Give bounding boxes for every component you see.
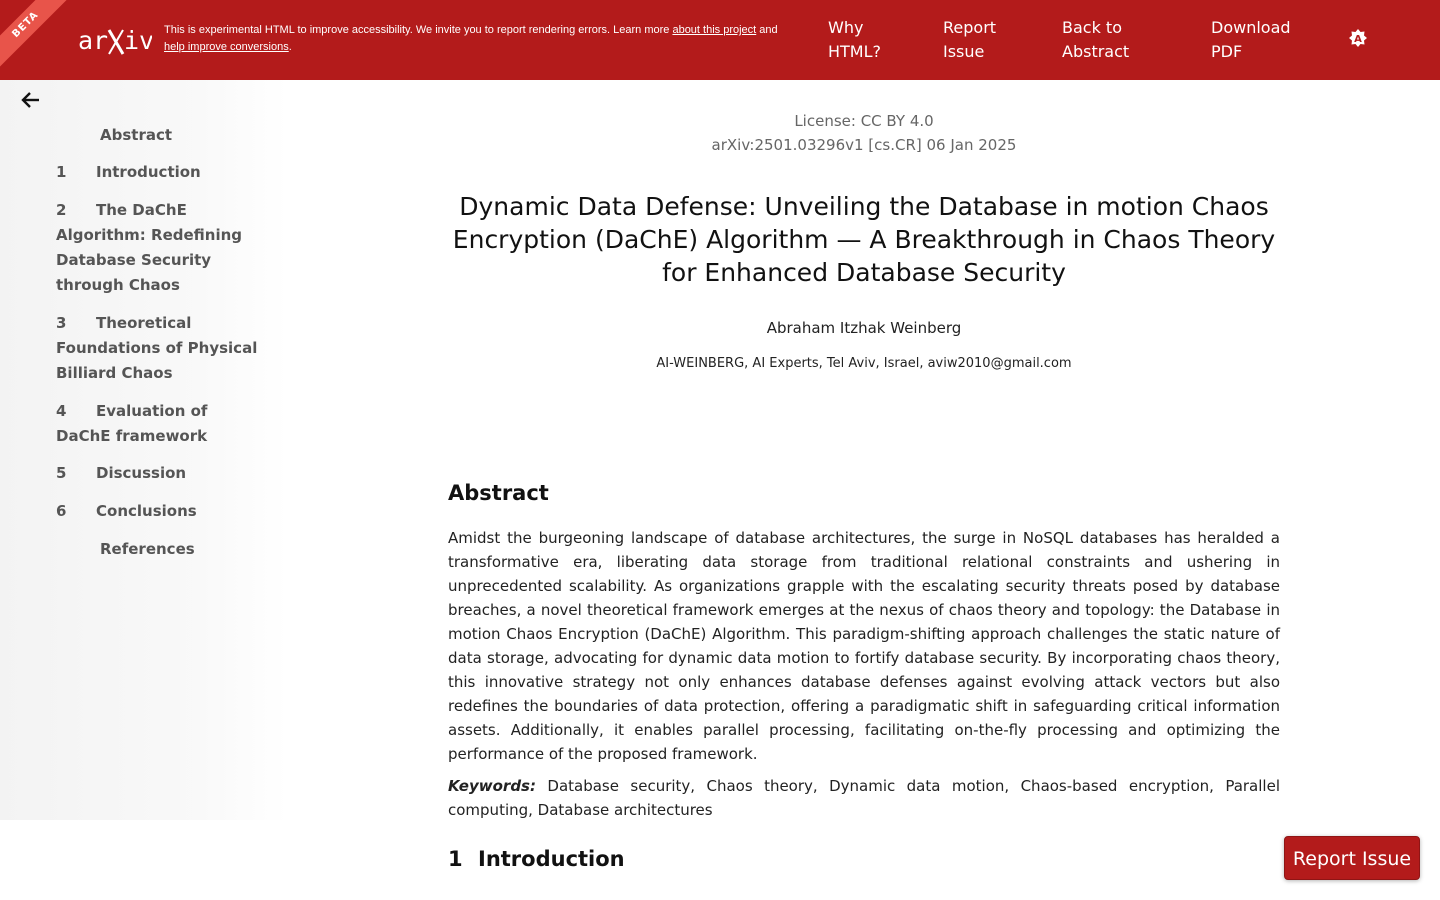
svg-text:A: A	[1354, 34, 1362, 45]
section-introduction-heading: 1 Introduction	[448, 847, 625, 871]
toc-item-theoretical-foundations[interactable]: 3 Theoretical Foundations of Physical Billiard Chaos	[56, 314, 258, 382]
author-affiliation: AI-WEINBERG, AI Experts, Tel Aviv, Israel, aviw2010@gmail.com	[656, 356, 1072, 371]
report-issue-button[interactable]: Report Issue	[1284, 836, 1420, 880]
author-name: Abraham Itzhak Weinberg	[766, 319, 962, 337]
license-line: License: CC BY 4.0	[794, 112, 934, 130]
theme-toggle-icon	[1348, 28, 1368, 48]
toc-item-references[interactable]: References	[100, 540, 195, 558]
toc-item-introduction[interactable]: 1 Introduction	[56, 163, 201, 181]
keywords	[448, 774, 1280, 822]
collapse-toc-button[interactable]	[20, 90, 44, 110]
abstract-heading: Abstract	[448, 481, 549, 505]
toc-item-discussion[interactable]: 5 Discussion	[56, 464, 187, 482]
beta-ribbon: BETA	[0, 0, 76, 75]
arxiv-logo-icon	[78, 22, 152, 58]
toc-item-dache-algorithm[interactable]: 2 The DaChE Algorithm: Redefining Database Security through Chaos	[56, 201, 243, 294]
top-banner	[0, 0, 1440, 80]
keywords-text: Database security, Chaos theory, Dynamic data motion, Chaos-based encryption, Parallel computing, Database architectures	[448, 777, 1280, 819]
abstract-text: Amidst the burgeoning landscape of database architectures, the surge in NoSQL databases has heralded a transformative era, liberating data storage from traditional relational constraints and ushering in unprecedented scalability. As organizations grapple with the escalating security threats posed by database breaches, a novel theoretical framework emerges at the nexus of chaos theory and topology: the Database in motion Chaos Encryption (DaChE) Algorithm. This paradigm-shifting approach challenges the static nature of data storage, advocating for dynamic data motion to fortify database security. By incorporating chaos theory, this innovative strategy not only enhances database defenses against evolving attack vectors but also redefines the boundaries of data protection, offering a paradigmatic shift in safeguarding critical information assets. Additionally, it enables parallel processing, facilitating on-the-fly processing and optimizing the performance of the proposed framework.	[448, 529, 1280, 763]
keywords-label: Keywords:	[448, 777, 536, 795]
svg-text:ar: ar	[78, 26, 109, 55]
arxiv-logo[interactable]	[78, 22, 152, 58]
download-pdf-link[interactable]: Download PDF	[1211, 18, 1291, 61]
toc-item-conclusions[interactable]: 6 Conclusions	[56, 502, 197, 520]
why-html-link[interactable]: Why HTML?	[828, 18, 882, 61]
back-to-abstract-link[interactable]: Back to Abstract	[1062, 18, 1130, 61]
toc-item-evaluation[interactable]: 4 Evaluation of DaChE framework	[56, 402, 208, 445]
arrow-left-icon	[20, 90, 44, 110]
about-project-link[interactable]: about this project	[672, 24, 757, 36]
svg-text:iv: iv	[124, 26, 152, 55]
toc-sidebar	[0, 80, 288, 820]
theme-toggle-button[interactable]	[1348, 28, 1368, 48]
toc-item-abstract[interactable]: Abstract	[100, 126, 173, 144]
paper-title: Dynamic Data Defense: Unveiling the Database in motion Chaos Encryption (DaChE) Algorithm — A Breakthrough in Chaos Theory for Enhanced Database Security	[452, 192, 1276, 287]
help-improve-link[interactable]: help improve conversions	[164, 41, 289, 53]
experimental-notice: This is experimental HTML to improve accessibility. We invite you to report rendering errors. Learn more about this project and help improve conversions.	[164, 24, 778, 53]
arxiv-id-line: arXiv:2501.03296v1 [cs.CR] 06 Jan 2025	[711, 136, 1017, 154]
report-issue-link[interactable]: Report Issue	[943, 18, 997, 61]
